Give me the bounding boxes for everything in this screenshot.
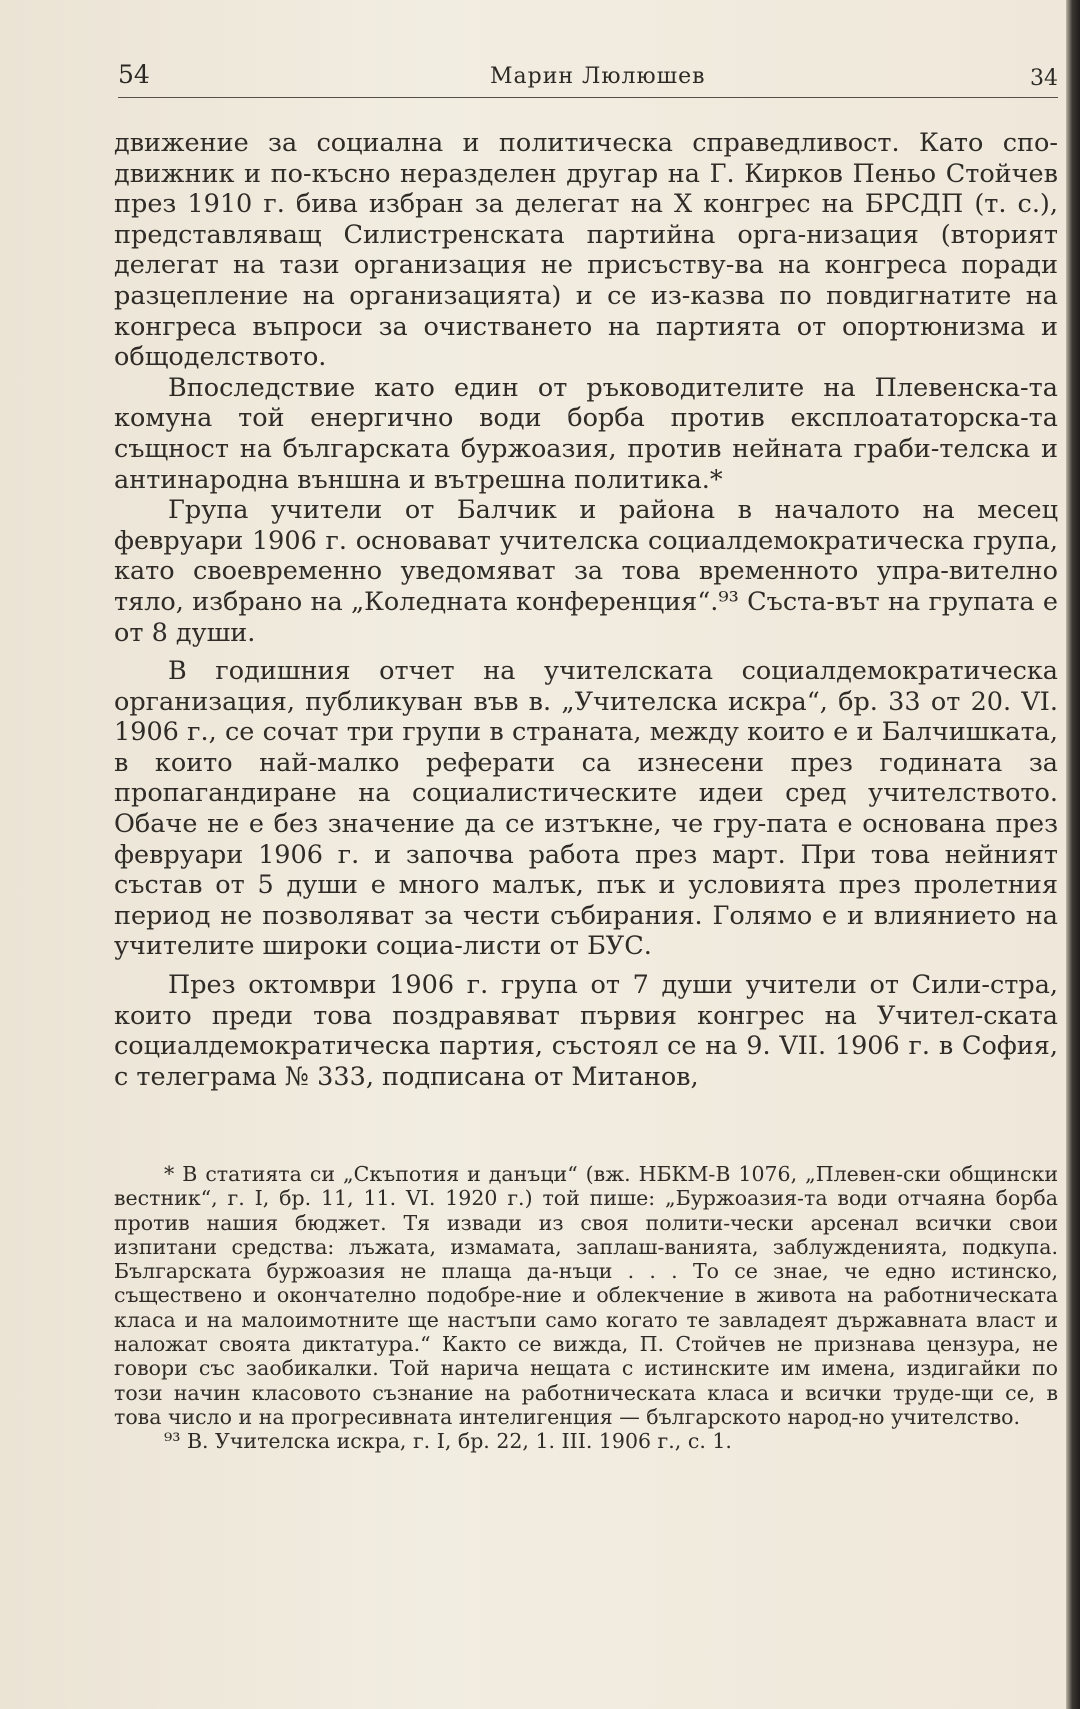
running-title: Марин Люлюшев (490, 64, 706, 89)
header-rule (118, 97, 1058, 98)
paragraph: Впоследствие като един от ръководителите на Плевенска-та комуна той енергично води борба против експлоататорска-та същност на българската буржоазия, против нейната граби-телска и антинародна външна и вътрешна политика.* (114, 372, 1058, 495)
footnote-asterisk: * В статията си „Скъпотия и данъци“ (вж. НБКМ-В 1076, „Плевен-ски общински вестник“, г. I, бр. 11, 11. VI. 1920 г.) той пише: „Буржоазия-та води отчаяна борба против нашия бюджет. Тя извади из своя полити-чески арсенал всички свои изпитани средства: лъжата, измамата, заплаш-ванията, заблужденията, подкупа. Българската буржоазия не плаща да-нъци . . . То се знае, че едно истинско, съществено и окончателно подобре-ние и облекчение в живота на работническата класа и на малоимотните ще настъпи само когато те завладеят държавната власт и наложат своята диктатура.“ Както се вижда, П. Стойчев не признава цензура, не говори със заобикалки. Той нарича нещата с истинските им имена, издигайки по този начин класовото съзнание на работническата класа и всички труде-щи се, в това число и на прогресивната интелигенция — българското народ-но учителство. (114, 1162, 1058, 1429)
page-mark: 34 (1030, 66, 1058, 91)
paragraph: Група учители от Балчик и района в началото на месец февруари 1906 г. основават учителска социалдемократическа група, като своевременно уведомяват за това временното упра-вително тяло, избрано на „Коледната конференция“.⁹³ Съста-вът на групата е от 8 души. (114, 495, 1058, 648)
main-text (114, 128, 1058, 1092)
paragraph: В годишния отчет на учителската социалдемократическа организация, публикуван във в. „Учителска искра“, бр. 33 от 20. VI. 1906 г., се сочат три групи в страната, между които е и Балчишката, в които най-малко реферати са изнесени през годината за пропагандиране на социалистическите идеи сред учителството. Обаче не е без значение да се изтъкне, че гру-пата е основана през февруари 1906 г. и започва работа през март. При това нейният състав от 5 души е много малък, пък и условията през пролетния период не позволяват за чести събирания. Голямо е и влиянието на учителите широки социа-листи от БУС. (114, 656, 1058, 962)
book-spine-edge (1066, 0, 1080, 1709)
paragraph: През октомври 1906 г. група от 7 души учители от Сили-стра, които преди това поздравяват първия конгрес на Учител-ската социалдемократическа партия, състоял се на 9. VII. 1906 г. в София, с телеграма № 333, подписана от Митанов, (114, 970, 1058, 1092)
paragraph: движение за социална и политическа справедливост. Като спо-движник и по-късно неразделен другар на Г. Кирков Пеньо Стойчев през 1910 г. бива избран за делегат на X конгрес на БРСДП (т. с.), представляващ Силистренската партийна орга-низация (вторият делегат на тази организация не присъству-ва на конгреса поради разцепление на организацията) и се из-казва по повдигнатите на конгреса въпроси за очистването на партията от опортюнизма и общоделството. (114, 128, 1058, 373)
page-number: 54 (118, 60, 150, 89)
footnote-93: ⁹³ В. Учителска искра, г. I, бр. 22, 1. III. 1906 г., с. 1. (164, 1429, 732, 1454)
page-header (118, 56, 1058, 100)
footnotes (114, 1162, 1058, 1454)
